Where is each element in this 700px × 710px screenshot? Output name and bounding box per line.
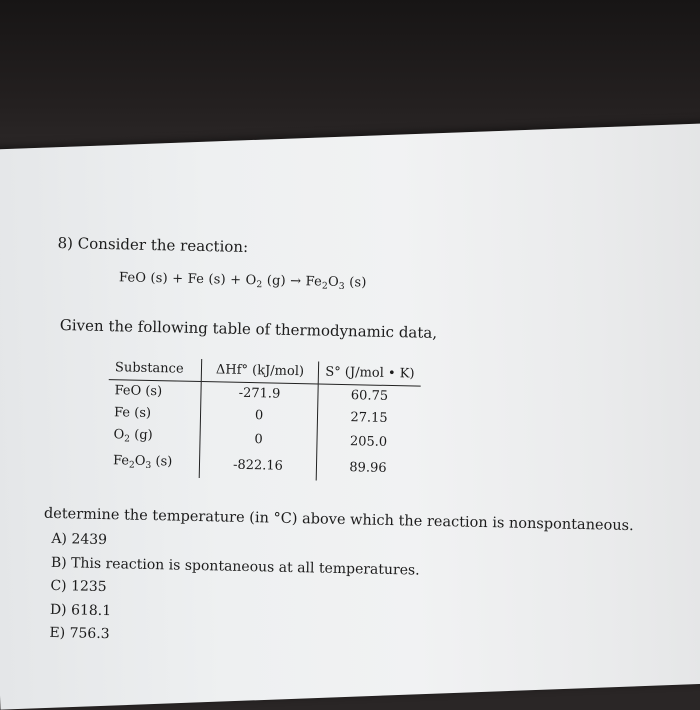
question-title: 8) Consider the reaction: (57, 233, 249, 256)
header-entropy: S° (J/mol • K) (318, 361, 421, 386)
question-prompt: determine the temperature (in °C) above which the reaction is nonspontaneous. (43, 505, 634, 535)
header-substance: Substance (109, 357, 202, 381)
given-text: Given the following table of thermodynamic data, (59, 316, 438, 342)
cell-enthalpy: 0 (200, 404, 317, 428)
answer-choices (49, 528, 420, 653)
cell-entropy: 89.96 (349, 460, 387, 476)
cell-enthalpy: -822.16 (199, 452, 317, 480)
plus-sign: + (172, 271, 184, 287)
cell-substance: FeO (s) (108, 380, 201, 404)
cell-substance: Fe (s) (108, 402, 201, 426)
cell-entropy: 205.0 (349, 434, 388, 450)
reaction-equation (119, 270, 367, 292)
question-content (43, 224, 688, 667)
reaction-arrow-icon: → (290, 273, 302, 290)
plus-sign: + (230, 272, 242, 288)
cell-entropy: 60.75 (350, 388, 389, 404)
cell-enthalpy: 0 (200, 426, 318, 454)
product-fe2o3: $Fe_2O_3$ (s) (305, 274, 367, 293)
cell-substance: $O_2$ (g) (107, 424, 200, 452)
choice-a: A) 2439 (51, 530, 108, 549)
reactant-feo: FeO (s) (118, 270, 169, 287)
reactant-fe: Fe (s) (187, 271, 226, 288)
cell-enthalpy: -271.9 (201, 382, 318, 407)
choice-e: E) 756.3 (49, 624, 110, 643)
choice-d: D) 618.1 (49, 601, 112, 619)
cell-entropy: 27.15 (350, 410, 388, 426)
choice-b: B) This reaction is spontaneous at all temperatures. (50, 554, 420, 579)
header-enthalpy: ΔHf° (kJ/mol) (201, 359, 318, 384)
cell-substance: $Fe_2O_3$ (s) (107, 450, 200, 478)
choice-c: C) 1235 (50, 577, 107, 596)
reactant-o2: $O_2$ (g) (245, 272, 287, 291)
table-row (107, 450, 419, 483)
thermo-table (107, 357, 421, 483)
